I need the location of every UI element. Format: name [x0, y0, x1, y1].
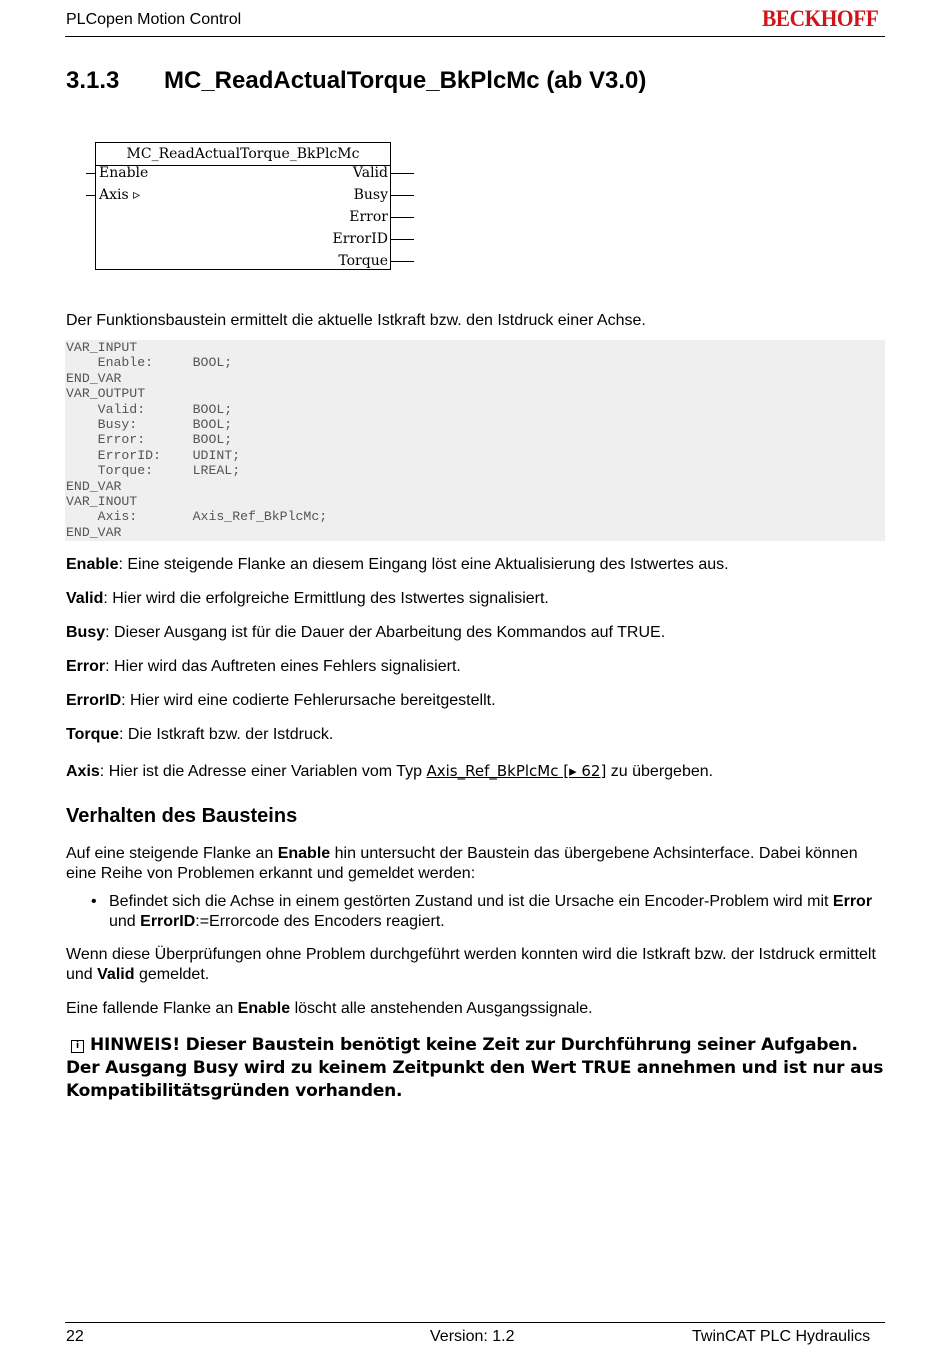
- fb-input-axis: Axis ▹: [99, 187, 141, 203]
- desc-errorid: ErrorID: Hier wird eine codierte Fehlerursache bereitgestellt.: [66, 692, 496, 709]
- behavior-bullet: Befindet sich die Achse in einem gestörten Zustand und ist die Ursache ein Encoder-Problem wird mit Error und ErrorID:=Errorcode des Encoders reagiert.: [109, 893, 873, 930]
- fb-pin-torque: [391, 261, 414, 262]
- desc-torque: Torque: Die Istkraft bzw. der Istdruck.: [66, 726, 334, 743]
- behavior-paragraph-3: Eine fallende Flanke an Enable löscht alle anstehenden Ausgangssignale.: [66, 1000, 593, 1017]
- brand-logo: BECKHOFF: [762, 6, 879, 31]
- fb-output-busy: Busy: [353, 187, 388, 203]
- header-divider: [65, 36, 885, 37]
- section-name: MC_ReadActualTorque_BkPlcMc (ab V3.0): [164, 67, 647, 94]
- fb-pin-enable: [86, 173, 96, 174]
- fb-pin-error: [391, 217, 414, 218]
- bullet-marker: •: [91, 893, 97, 910]
- desc-busy: Busy: Dieser Ausgang ist für die Dauer der Abarbeitung des Kommandos auf TRUE.: [66, 624, 666, 641]
- info-icon: i: [71, 1040, 84, 1053]
- section-number: 3.1.3: [66, 67, 120, 94]
- footer-page-number: 22: [66, 1328, 84, 1345]
- desc-valid: Valid: Hier wird die erfolgreiche Ermittlung des Istwertes signalisiert.: [66, 590, 549, 607]
- desc-error: Error: Hier wird das Auftreten eines Fehlers signalisiert.: [66, 658, 461, 675]
- fb-output-valid: Valid: [352, 165, 388, 181]
- section-title: [66, 67, 646, 95]
- fb-pin-valid: [391, 173, 414, 174]
- fb-output-torque: Torque: [338, 253, 388, 269]
- behavior-paragraph-1: Auf eine steigende Flanke an Enable hin untersucht der Baustein das übergebene Achsinterface. Dabei können eine Reihe von Problemen erkannt und gemeldet werden:: [66, 845, 858, 882]
- fb-output-error: Error: [349, 209, 388, 225]
- footer-product: TwinCAT PLC Hydraulics: [692, 1328, 871, 1345]
- fb-output-errorid: ErrorID: [332, 231, 388, 247]
- axis-ref-link[interactable]: Axis_Ref_BkPlcMc [▸ 62]: [426, 762, 607, 780]
- note-block: [66, 1034, 886, 1103]
- footer-divider: [65, 1322, 885, 1323]
- footer-version: Version: 1.2: [430, 1328, 515, 1345]
- fb-pin-axis: [86, 195, 96, 196]
- code-block: [65, 340, 885, 541]
- desc-enable: Enable: Eine steigende Flanke an diesem Eingang löst eine Aktualisierung des Istwertes aus.: [66, 556, 729, 573]
- fb-input-enable: Enable: [99, 165, 149, 181]
- intro-text: Der Funktionsbaustein ermittelt die aktuelle Istkraft bzw. den Istdruck einer Achse.: [66, 312, 646, 329]
- header-title: PLCopen Motion Control: [66, 11, 242, 28]
- code-text: VAR_INPUT Enable: BOOL; END_VAR VAR_OUTPUT Valid: BOOL; Busy: BOOL; Error: BOOL; ErrorID: UDINT; Torque: LREAL; END_VAR VAR_INOUT Axis: Axis_Ref_BkPlcMc; END_VAR: [66, 340, 328, 540]
- function-block-name: MC_ReadActualTorque_BkPlcMc: [96, 145, 390, 166]
- behavior-heading: Verhalten des Bausteins: [66, 805, 298, 827]
- note-text: HINWEIS! Dieser Baustein benötigt keine Zeit zur Durchführung seiner Aufgaben. Der Ausgang Busy wird zu keinem Zeitpunkt den Wert TRUE annehmen und ist nur aus Kompatibilitätsgründen vorhanden.: [66, 1035, 884, 1101]
- desc-axis: Axis: Hier ist die Adresse einer Variablen vom Typ Axis_Ref_BkPlcMc [▸ 62] zu übergeben.: [66, 762, 714, 780]
- fb-pin-busy: [391, 195, 414, 196]
- fb-pin-errorid: [391, 239, 414, 240]
- function-block-diagram: [95, 142, 391, 270]
- behavior-paragraph-2: Wenn diese Überprüfungen ohne Problem durchgeführt werden konnten wird die Istkraft bzw. der Istdruck ermittelt und Valid gemeldet.: [66, 946, 876, 983]
